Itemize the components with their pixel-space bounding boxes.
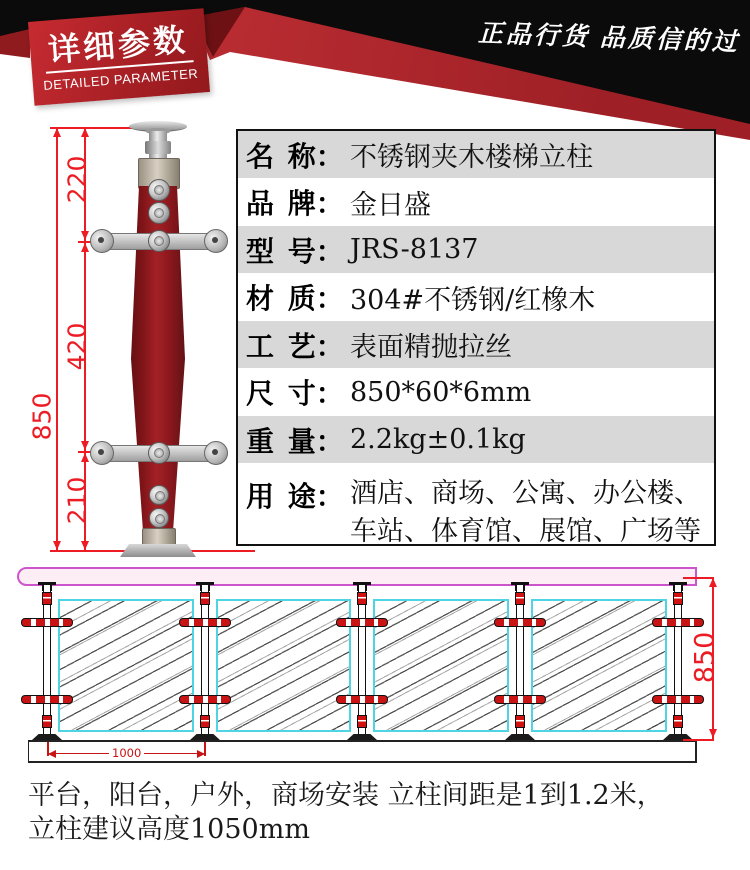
post-bolt <box>149 508 169 528</box>
post-bolt <box>149 485 169 505</box>
installation-note <box>28 779 728 847</box>
glass-clamp <box>90 441 114 465</box>
banner-subtitle: DETAILED PARAMETER <box>42 65 199 93</box>
row-value: 850*60*6mm <box>350 376 532 408</box>
drawing-post <box>179 582 231 742</box>
row-value: 2.2kg±0.1kg <box>350 424 526 455</box>
dim-line-850 <box>56 128 58 551</box>
table-row <box>238 416 714 463</box>
row-value: JRS-8137 <box>350 234 479 265</box>
post-collar <box>200 592 210 605</box>
row-value: 表面精抛拉丝 <box>350 332 512 363</box>
row-label: 工 艺： <box>246 330 344 362</box>
post-foot <box>32 734 62 740</box>
post-collar <box>357 715 367 728</box>
post-clamp-arm <box>179 618 231 627</box>
glass-panel <box>531 599 667 732</box>
post-clamp-arm <box>21 695 73 704</box>
post-collar <box>673 715 683 728</box>
table-row <box>238 226 714 273</box>
row-value-line1: 酒店、商场、公寓、办公楼、 <box>350 478 701 509</box>
post-collar <box>515 715 525 728</box>
glass-clamp <box>204 441 228 465</box>
arrow-icon <box>709 729 717 738</box>
row-value: 304#不锈钢/红橡木 <box>350 284 596 316</box>
post-collar <box>515 592 525 605</box>
arrow-icon <box>709 578 717 587</box>
arrow-icon <box>53 128 61 137</box>
dim-label-220: 220 <box>62 155 92 204</box>
post-clamp-arm <box>179 695 231 704</box>
note-line-1: 平台，阳台，户外，商场安装 立柱间距是1到1.2米， <box>28 780 664 811</box>
post-foot <box>347 734 377 740</box>
post-foot <box>505 734 535 740</box>
arrow-icon <box>197 750 205 758</box>
dim-label-850: 850 <box>27 392 57 441</box>
drawing-post <box>21 582 73 742</box>
ribbon-label <box>28 8 210 106</box>
row-value-line2: 车站、体育馆、展馆、广场等 <box>350 516 701 547</box>
post-base-plate <box>120 544 196 557</box>
table-row <box>238 273 714 321</box>
row-label: 型 号： <box>246 235 344 267</box>
drawing-post <box>494 582 546 742</box>
post-clamp-arm <box>652 695 704 704</box>
arrow-icon <box>81 231 89 240</box>
dim-label-420: 420 <box>62 322 92 371</box>
dim-label-210: 210 <box>62 476 92 525</box>
row-label: 品 牌： <box>246 188 344 219</box>
table-row <box>238 463 714 547</box>
row-label: 尺 寸： <box>246 378 344 409</box>
arrow-icon <box>53 541 61 550</box>
dim-label-1000: 1000 <box>109 746 144 760</box>
row-label: 用 途： <box>246 481 344 512</box>
table-row <box>238 131 714 178</box>
banner-title: 详细参数 <box>46 21 190 69</box>
dim-ext-top <box>50 127 132 129</box>
post-clamp-arm <box>21 618 73 627</box>
post-bolt <box>148 179 170 201</box>
dim-850r-ext <box>683 739 714 741</box>
row-value: 金日盛 <box>350 189 431 221</box>
spec-table <box>236 129 716 546</box>
glass-panel <box>58 599 194 732</box>
post-joint-block <box>145 141 171 154</box>
post-collar <box>357 592 367 605</box>
arrow-icon <box>81 441 89 450</box>
post-clamp-arm <box>494 695 546 704</box>
arrow-icon <box>81 541 89 550</box>
row-label: 材 质： <box>246 283 344 314</box>
arrow-icon <box>81 128 89 137</box>
post-collar <box>42 592 52 605</box>
post-clamp-arm <box>336 618 388 627</box>
table-row <box>238 321 714 368</box>
row-label: 名 称： <box>246 140 344 172</box>
post-bolt <box>148 230 170 252</box>
post-bolt <box>148 202 170 224</box>
post-clamp-arm <box>336 695 388 704</box>
banner-slogan: 正品行货 品质信的过 <box>477 19 741 57</box>
glass-clamp <box>204 229 228 253</box>
row-value <box>350 475 701 551</box>
post-foot <box>190 734 220 740</box>
row-label: 重 量： <box>246 425 344 457</box>
note-line-2: 立柱建议高度1050mm <box>28 814 310 845</box>
dim-label-850-right: 850 <box>689 631 721 684</box>
glass-panel <box>216 599 351 732</box>
glass-clamp <box>90 229 114 253</box>
drawing-post <box>336 582 388 742</box>
post-clamp-arm <box>652 618 704 627</box>
table-row <box>238 368 714 416</box>
post-collar <box>673 592 683 605</box>
post-clamp-arm <box>494 618 546 627</box>
glass-panel <box>373 599 509 732</box>
arrow-icon <box>81 243 89 252</box>
post-bolt <box>148 442 170 464</box>
post-collar <box>200 715 210 728</box>
arrow-icon <box>81 453 89 462</box>
post-collar <box>42 715 52 728</box>
arrow-icon <box>48 750 56 758</box>
table-row <box>238 178 714 226</box>
row-value: 不锈钢夹木楼梯立柱 <box>350 142 593 173</box>
